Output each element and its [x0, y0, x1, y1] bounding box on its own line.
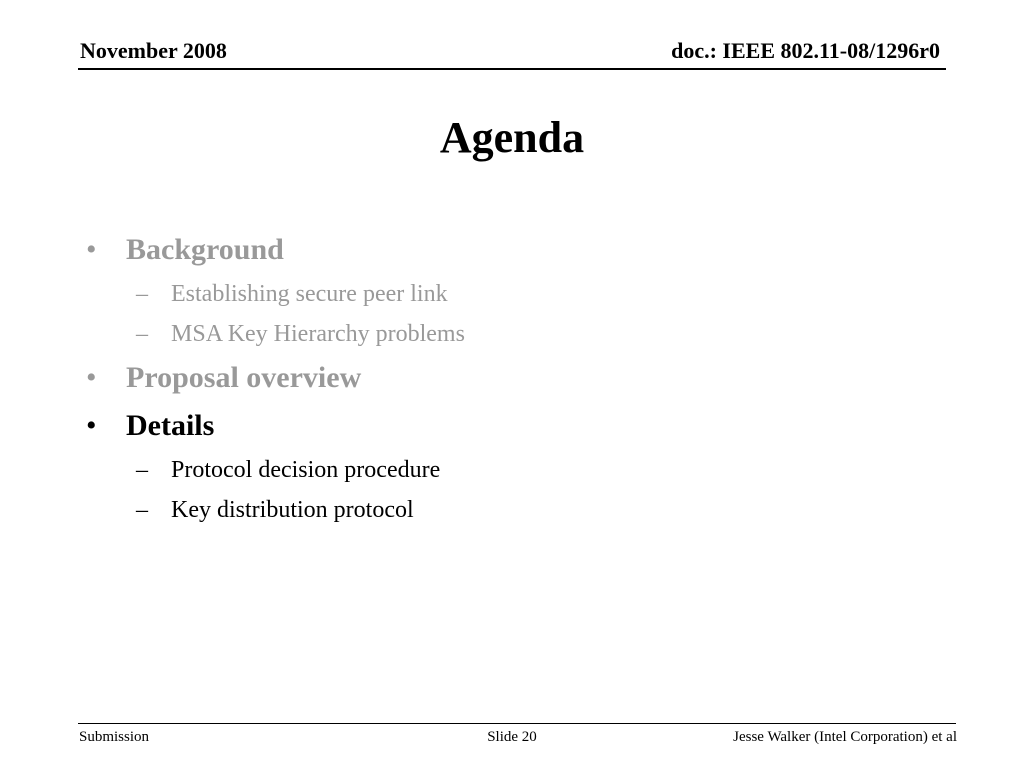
header-date: November 2008	[80, 38, 227, 63]
agenda-item	[86, 226, 946, 274]
bullet-marker: •	[86, 409, 97, 442]
header-doc-id: doc.: IEEE 802.11-08/1296r0	[671, 38, 940, 63]
footer-submission: Submission	[79, 729, 150, 745]
footer-rule	[78, 723, 956, 724]
bullet-marker: •	[86, 361, 97, 394]
dash-marker: –	[136, 281, 148, 307]
agenda-item-text: Details	[126, 409, 215, 442]
agenda-item	[86, 402, 946, 450]
header-rule	[78, 68, 946, 70]
footer-author: Jesse Walker (Intel Corporation) et al	[733, 729, 957, 745]
agenda-item-text: Proposal overview	[126, 361, 362, 394]
agenda-subitem	[86, 490, 946, 530]
footer-slide-number: Slide 20	[487, 729, 537, 745]
agenda-list	[86, 226, 946, 530]
slide-title: Agenda	[439, 113, 585, 162]
dash-marker: –	[136, 497, 148, 523]
agenda-item	[86, 354, 946, 402]
bullet-marker: •	[86, 233, 97, 266]
agenda-subitem-text: Establishing secure peer link	[171, 281, 448, 307]
agenda-subitem-text: Protocol decision procedure	[171, 457, 441, 483]
agenda-subitem	[86, 450, 946, 490]
agenda-subitem-text: Key distribution protocol	[171, 497, 414, 523]
dash-marker: –	[136, 457, 148, 483]
agenda-item-text: Background	[126, 233, 284, 266]
dash-marker: –	[136, 321, 148, 347]
agenda-subitem-text: MSA Key Hierarchy problems	[171, 321, 465, 347]
agenda-subitem	[86, 314, 946, 354]
agenda-subitem	[86, 274, 946, 314]
